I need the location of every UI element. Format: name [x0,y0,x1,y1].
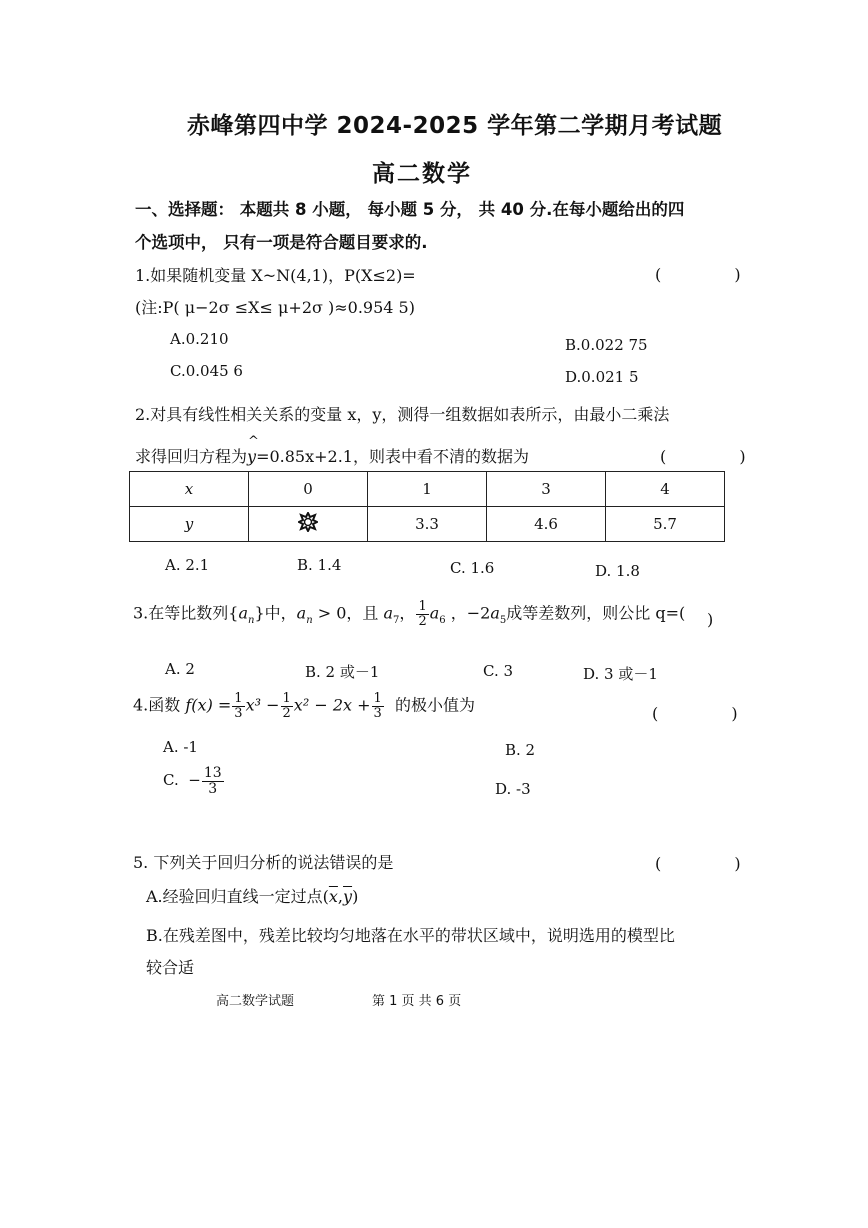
footer-page-number: 第 1 页 共 6 页 [372,994,462,1009]
q2-stem-prefix: 求得回归方程为 [135,447,248,466]
q4-option-a: A. -1 [163,738,198,756]
q5-stem: 5. 下列关于回归分析的说法错误的是 [133,853,394,872]
footer-subject: 高二数学试题 [216,994,295,1009]
table-cell-x-2: 3 [487,472,606,507]
table-row-y [130,507,725,542]
table-cell-x-0: 0 [249,472,368,507]
q1-option-b: B.0.022 75 [565,336,648,354]
table-row-x [130,472,725,507]
q4-stem: 4.函数 f(x) = $\frac{1}{3}$ x³ − $\frac{1}{2}$ x² − 2x + $\frac{1}{3}$ 的极小值为 [133,691,475,721]
q5-answer-blank: ( ) [655,854,775,873]
q1-option-c: C.0.045 6 [170,362,243,380]
table-cell-y-3: 5.7 [606,507,725,542]
q5-option-b-line1: B.在残差图中，残差比较均匀地落在水平的带状区域中，说明选用的模型比 [146,926,675,945]
q1-answer-blank: ( ) [655,265,775,284]
q2-regression-equation: =0.85x+2.1，则表中看不清的数据为 [256,447,529,466]
q1-note: (注:P( μ−2σ ≤X≤ μ+2σ )≈0.954 5) [135,298,415,317]
ink-smudge-icon [298,512,318,532]
q2-answer-blank: ( ) [660,447,780,466]
q3-answer-close: ) [707,610,714,629]
table-header-x: x [130,472,249,507]
section-heading-line1: 一、选择题： 本题共 8 小题， 每小题 5 分， 共 40 分.在每小题给出的四 [135,200,685,219]
q2-option-a: A. 2.1 [165,556,210,574]
fraction-one-half: $\frac{1}{2}$ [418,599,427,629]
table-cell-x-1: 1 [368,472,487,507]
section-heading-line2: 个选项中， 只有一项是符合题目要求的. [135,233,428,252]
table-cell-y-2: 4.6 [487,507,606,542]
table-cell-x-3: 4 [606,472,725,507]
q4-option-b: B. 2 [505,741,536,759]
q3-option-a: A. 2 [165,660,195,678]
y-hat-symbol: ^ y [247,434,259,466]
q1-option-d: D.0.021 5 [565,368,639,386]
q1-option-a: A.0.210 [170,330,229,348]
q5-option-a: A.经验回归直线一定过点$(\overline{x},\overline{y})$ [146,887,359,906]
q4-option-c: C. − $\frac{13}{3}$ [163,765,222,797]
q2-stem-line2 [135,434,529,467]
q4-answer-blank: ( ) [652,704,772,723]
exam-subtitle: 高二数学 [372,161,472,187]
q2-data-table [129,471,725,542]
q2-option-c: C. 1.6 [450,559,495,577]
q2-option-d: D. 1.8 [595,562,640,580]
table-header-y: y [130,507,249,542]
exam-title: 赤峰第四中学 2024-2025 学年第二学期月考试题 [187,113,723,139]
q3-option-b: B. 2 或－1 [305,663,380,681]
q4-option-d: D. -3 [495,780,531,798]
q3-stem: 3.在等比数列$\{a_n\}$中，$a_n > 0$，且 $a_7$， $\frac{1}{2}$ $a_6$ ，$-2a_5$成等差数列，则公比 q=( [133,599,686,629]
q5-option-b-line2: 较合适 [146,958,195,977]
table-cell-y-0-smudged [249,507,368,542]
q3-option-c: C. 3 [483,662,514,680]
q2-stem-line1: 2.对具有线性相关关系的变量 x，y，测得一组数据如表所示，由最小二乘法 [135,405,670,424]
q3-option-d: D. 3 或－1 [583,665,658,683]
table-cell-y-1: 3.3 [368,507,487,542]
q1-stem: 1.如果随机变量 X~N(4,1)，P(X≤2)= [135,266,416,285]
q2-option-b: B. 1.4 [297,556,342,574]
